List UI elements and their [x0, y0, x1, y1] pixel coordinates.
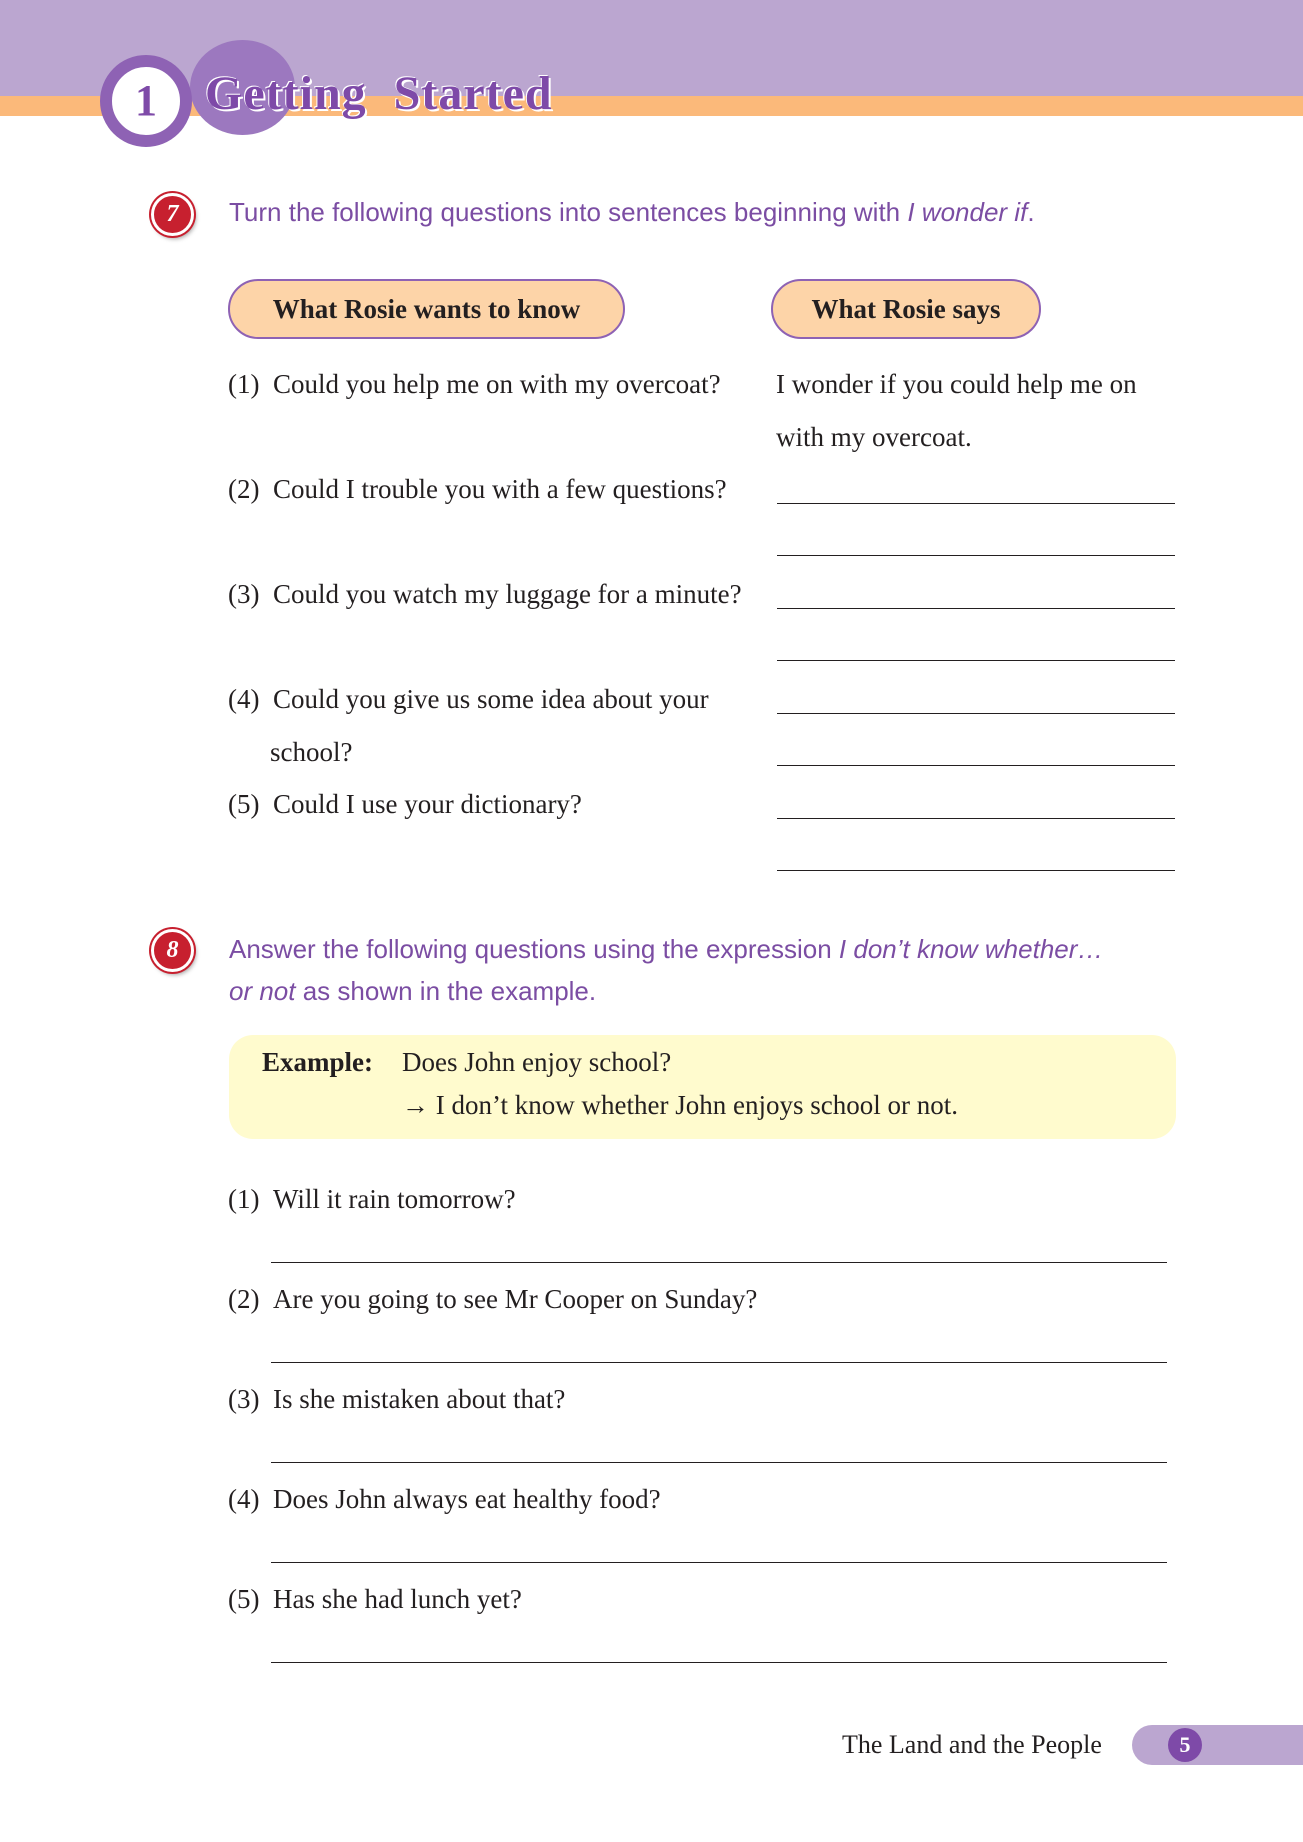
ex8-answer-2[interactable] — [271, 1362, 1167, 1363]
footer-book-title: The Land and the People — [842, 1730, 1102, 1759]
ex7-question-4: (4) Could you give us some idea about your — [228, 684, 709, 714]
example-question: Does John enjoy school? — [402, 1047, 672, 1077]
ex8-question-5: (5) Has she had lunch yet? — [228, 1584, 522, 1614]
ex8-answer-5[interactable] — [271, 1662, 1167, 1663]
ex7-question-4-cont: school? — [270, 737, 353, 767]
ex8-question-4: (4) Does John always eat healthy food? — [228, 1484, 661, 1514]
ex7-question-1: (1) Could you help me on with my overcoat? — [228, 369, 721, 399]
ex8-answer-1[interactable] — [271, 1262, 1167, 1263]
ex7-answer-4-line1[interactable] — [777, 713, 1175, 714]
exercise-7-badge: 7 — [151, 193, 194, 236]
footer-tab — [1132, 1725, 1303, 1765]
ex7-question-2: (2) Could I trouble you with a few questions? — [228, 474, 727, 504]
ex7-answer-2-line2[interactable] — [777, 555, 1175, 556]
page-number: 5 — [1168, 1728, 1202, 1762]
exercise-7-instruction: Turn the following questions into sentences beginning with I wonder if. — [229, 197, 1035, 227]
ex7-answer-3-line1[interactable] — [777, 608, 1175, 609]
ex8-answer-4[interactable] — [271, 1562, 1167, 1563]
unit-title: Getting Started — [205, 67, 553, 120]
ex7-answer-5-line2[interactable] — [777, 870, 1175, 871]
exercise-8-badge: 8 — [151, 929, 194, 972]
ex7-answer-5-line1[interactable] — [777, 818, 1175, 819]
ex7-answer-4-line2[interactable] — [777, 765, 1175, 766]
ex8-answer-3[interactable] — [271, 1462, 1167, 1463]
unit-number-badge — [100, 55, 192, 147]
ex8-question-3: (3) Is she mistaken about that? — [228, 1384, 566, 1414]
ex7-question-3: (3) Could you watch my luggage for a minute? — [228, 579, 742, 609]
example-label: Example: — [262, 1047, 373, 1077]
ex7-answer-1-line1: I wonder if you could help me on — [776, 369, 1137, 399]
ex7-question-5: (5) Could I use your dictionary? — [228, 789, 582, 819]
ex7-answer-2-line1[interactable] — [777, 503, 1175, 504]
unit-number: 1 — [135, 76, 157, 125]
ex7-answer-1-line2: with my overcoat. — [776, 422, 972, 452]
ex7-answer-3-line2[interactable] — [777, 660, 1175, 661]
exercise-8-instruction: Answer the following questions using the expression I don’t know whether… or not as shown in the example. — [229, 934, 1104, 1006]
example-answer: → I don’t know whether John enjoys school or not. — [402, 1090, 958, 1120]
column-header-left: What Rosie wants to know — [228, 279, 625, 339]
column-header-right: What Rosie says — [771, 279, 1041, 339]
ex8-question-1: (1) Will it rain tomorrow? — [228, 1184, 516, 1214]
ex8-question-2: (2) Are you going to see Mr Cooper on Sunday? — [228, 1284, 758, 1314]
